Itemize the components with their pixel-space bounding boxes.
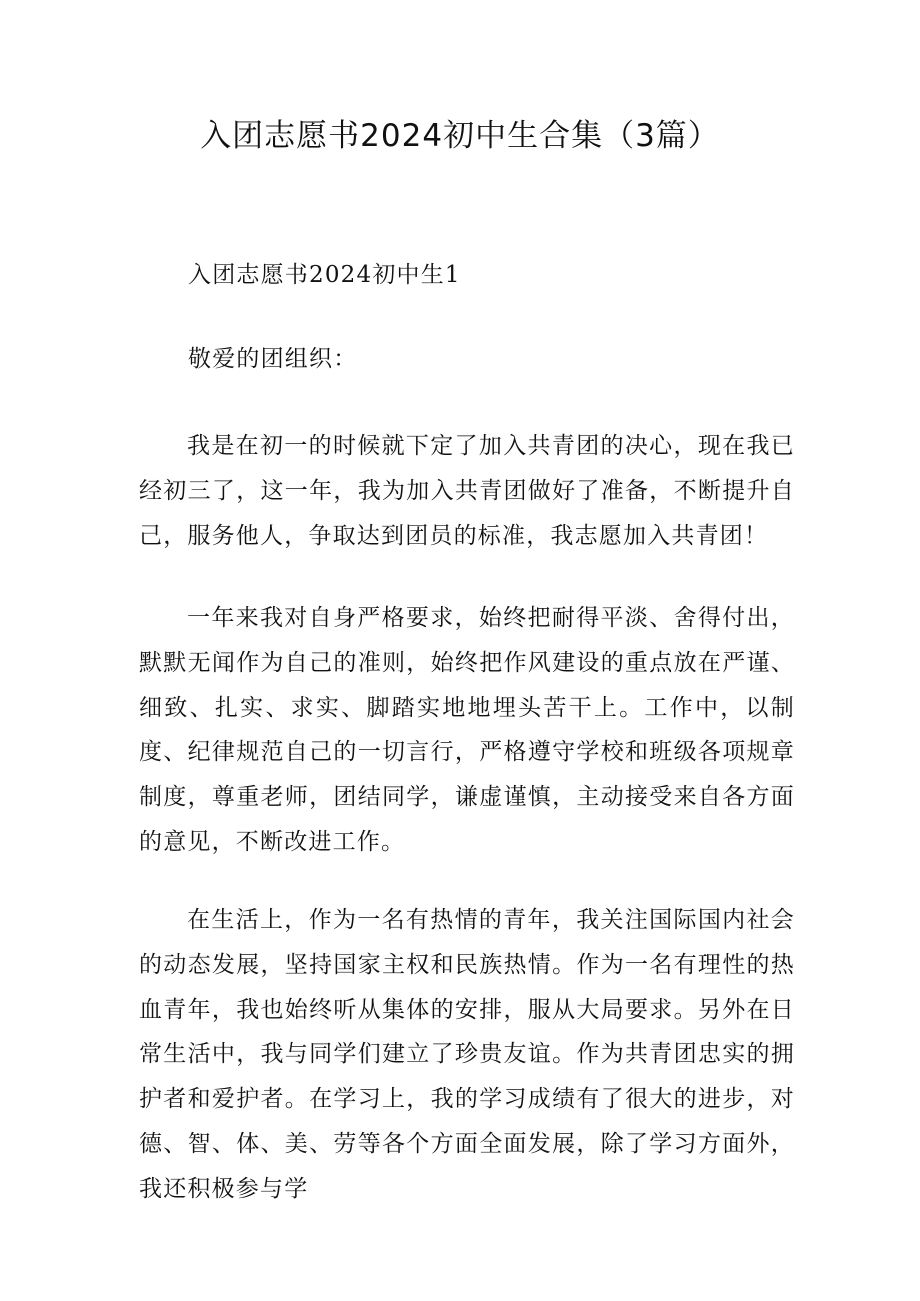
paragraph-3: 在生活上，作为一名有热情的青年，我关注国际国内社会的动态发展，坚持国家主权和民族热情。作为一名有理性的热血青年，我也始终听从集体的安排，服从大局要求。另外在日常生活中，我与同学们建立了珍贵友谊。作为共青团忠实的拥护者和爱护者。在学习上，我的学习成绩有了很大的进步，对德、智、体、美、劳等各个方面全面发展，除了学习方面外，我还积极参与学 (139, 907, 795, 1202)
paragraph-2: 一年来我对自身严格要求，始终把耐得平淡、舍得付出，默默无闻作为自己的准则，始终把作风建设的重点放在严谨、细致、扎实、求实、脚踏实地地埋头苦干上。工作中，以制度、纪律规范自己的一切言行，严格遵守学校和班级各项规章制度，尊重老师，团结同学，谦虚谨慎，主动接受来自各方面的意见，不断改进工作。 (139, 605, 795, 855)
section-heading: 入团志愿书2024初中生1 (188, 262, 461, 288)
document-title: 入团志愿书2024初中生合集（3篇） (200, 118, 720, 154)
paragraph-1: 我是在初一的时候就下定了加入共青团的决心，现在我已经初三了，这一年，我为加入共青团做好了准备，不断提升自己，服务他人，争取达到团员的标准，我志愿加入共青团！ (139, 433, 795, 549)
salutation: 敬爱的团组织： (188, 346, 358, 372)
